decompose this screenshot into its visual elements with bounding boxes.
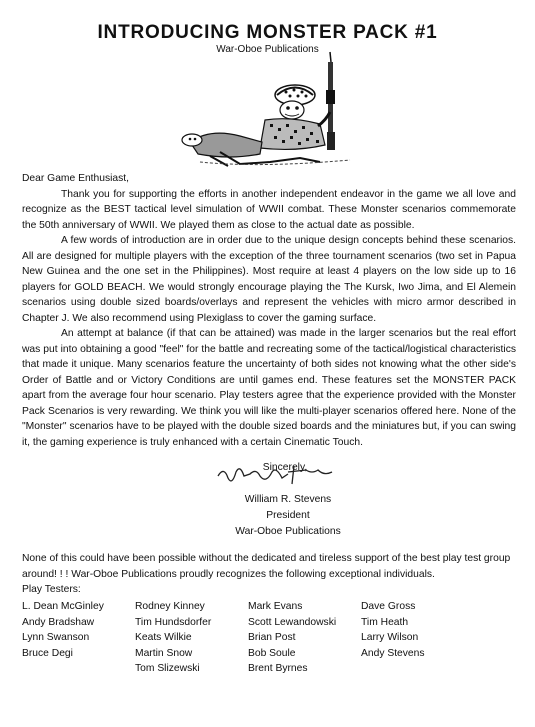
tester-name: Larry Wilson xyxy=(361,632,419,644)
tester-name: Keats Wilkie xyxy=(135,632,192,644)
signer-name: William R. Stevens xyxy=(244,494,332,505)
tester-name: Andy Stevens xyxy=(361,647,425,659)
soldier-illustration-icon xyxy=(180,50,360,168)
letter-salutation: Dear Game Enthusiast, xyxy=(22,173,130,184)
tester-name: Rodney Kinney xyxy=(135,601,205,612)
tester-name: Bob Soule xyxy=(248,647,296,659)
tester-name: Scott Lewandowski xyxy=(248,616,337,628)
letter-paragraph: Thank you for supporting the efforts in another independent endeavor in the game we all love and recognize as the BEST tactical level simulation of WWII combat. These Monster scenarios commemorate the 50th anniversary of WWII. We played them as close to the actual date as possible. xyxy=(22,188,516,231)
tester-name: Martin Snow xyxy=(135,647,193,659)
tester-name: Brian Post xyxy=(248,632,296,644)
testers-column-1 xyxy=(22,599,104,661)
letter-closing: Sincerely, xyxy=(262,462,308,473)
testers-column-2 xyxy=(135,599,211,677)
tester-name: Lynn Swanson xyxy=(22,632,90,644)
tester-name: L. Dean McGinley xyxy=(22,601,104,612)
tester-name: Tom Slizewski xyxy=(135,663,200,675)
tester-name: Tim Hundsdorfer xyxy=(135,616,212,628)
signature-icon xyxy=(216,462,336,488)
testers-column-4 xyxy=(361,599,425,661)
signature-block xyxy=(218,492,358,540)
testers-label: Play Testers: xyxy=(22,584,81,595)
tester-name: Brent Byrnes xyxy=(248,663,308,675)
letter-paragraph: An attempt at balance (if that can be attained) was made in the larger scenarios but the real effort was put into obtaining a good "feel" for the battle and recreating some of the tactical/logistical characteristics that made it unique. Many scenarios feature the uncertainty of both sides not knowing what the other side's Order of Battle and or Victory Conditions are until games end. These features set the MONSTER PACK apart from the average four hour scenario. Play testers agree that the experience provided with the Monster Pack Scenarios is very rewarding. We think you will like the multi-player scenarios offered here. None of the "Monster" scenarios have to be played with the double sized boards and the miniatures but, if you can swing it, the gaming experience is truly enhanced with a certain Cinematic Touch. xyxy=(22,328,516,448)
tester-name: Dave Gross xyxy=(361,601,416,612)
letter-paragraph: A few words of introduction are in order due to the unique design concepts behind these scenarios. All are designed for multiple players with the exception of the three tournament scenarios (two set in Papua New Guinea and the one set in the Philippines). Most require at least 4 players on the low side up to 16 players for GOLD BEACH. We would strongly encourage playing the The Kursk, Iwo Jima, and El Alemein scenarios using double sized boards/overlays and represent the vehicles with micro armor described in Chapter J. We also recommend using Plexiglass to cover the gaming surface. xyxy=(22,235,516,324)
page-title: INTRODUCING MONSTER PACK #1 xyxy=(97,22,438,43)
tester-name: Bruce Degi xyxy=(22,647,73,659)
testers-column-3 xyxy=(248,599,336,677)
tester-name: Mark Evans xyxy=(248,601,303,612)
signer-title: President xyxy=(266,510,310,521)
publisher-name: War-Oboe Publications xyxy=(216,44,319,55)
letter-body xyxy=(22,171,516,450)
signer-organization: War-Oboe Publications xyxy=(235,526,341,537)
acknowledgement-text: None of this could have been possible without the dedicated and tireless support of the best play test group around! ! ! War-Oboe Publications proudly recognizes the following exceptional individuals. xyxy=(22,553,511,580)
tester-name: Tim Heath xyxy=(361,616,409,628)
tester-name: Andy Bradshaw xyxy=(22,616,95,628)
